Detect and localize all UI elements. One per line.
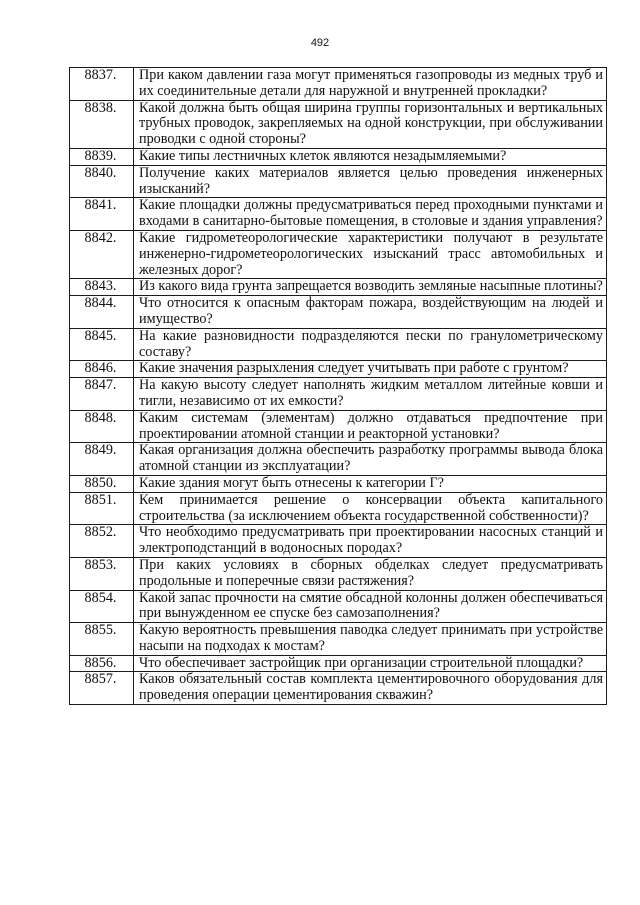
question-text: При каком давлении газа могут применяться газопроводы из медных труб и их соединительные детали для наружной и внутренней прокладки? [134, 68, 607, 101]
question-row [70, 557, 607, 590]
question-row [70, 492, 607, 525]
question-number: 8855. [70, 623, 134, 656]
question-row [70, 148, 607, 165]
question-row [70, 361, 607, 378]
question-number: 8838. [70, 100, 134, 148]
question-text: Какой должна быть общая ширина группы горизонтальных и вертикальных трубных проводок, закрепляемых на одной конструкции, при обслуживании проводки с одной стороны? [134, 100, 607, 148]
question-row [70, 590, 607, 623]
question-number: 8841. [70, 198, 134, 231]
questions-table-body [70, 68, 607, 705]
question-text: Что необходимо предусматривать при проектировании насосных станций и электроподстанций в водоносных породах? [134, 525, 607, 558]
question-text: Что относится к опасным факторам пожара, воздействующим на людей и имущество? [134, 296, 607, 329]
question-number: 8852. [70, 525, 134, 558]
question-row [70, 410, 607, 443]
question-number: 8837. [70, 68, 134, 101]
question-text: При каких условиях в сборных обделках следует предусматривать продольные и поперечные связи растяжения? [134, 557, 607, 590]
question-row [70, 68, 607, 101]
questions-table [69, 67, 607, 705]
question-text: Какую вероятность превышения паводка следует принимать при устройстве насыпи на подходах к мостам? [134, 623, 607, 656]
question-row [70, 230, 607, 278]
question-text: Какой запас прочности на смятие обсадной колонны должен обеспечиваться при вынужденном ее спуске без самозаполнения? [134, 590, 607, 623]
question-row [70, 279, 607, 296]
question-text: Какие здания могут быть отнесены к категории Г? [134, 475, 607, 492]
question-number: 8847. [70, 378, 134, 411]
question-number: 8857. [70, 672, 134, 705]
question-row [70, 296, 607, 329]
question-text: Какие гидрометеорологические характеристики получают в результате инженерно-гидрометеорологических изысканий трасс автомобильных и железных дорог? [134, 230, 607, 278]
question-text: На какую высоту следует наполнять жидким металлом литейные ковши и тигли, независимо от их емкости? [134, 378, 607, 411]
question-row [70, 672, 607, 705]
question-text: Какая организация должна обеспечить разработку программы вывода блока атомной станции из эксплуатации? [134, 443, 607, 476]
question-row [70, 655, 607, 672]
question-row [70, 378, 607, 411]
question-row [70, 623, 607, 656]
question-text: Какие значения разрыхления следует учитывать при работе с грунтом? [134, 361, 607, 378]
question-number: 8840. [70, 165, 134, 198]
question-text: Какие типы лестничных клеток являются незадымляемыми? [134, 148, 607, 165]
question-number: 8850. [70, 475, 134, 492]
question-text: Кем принимается решение о консервации объекта капитального строительства (за исключением объекта государственной собственности)? [134, 492, 607, 525]
question-text: Каким системам (элементам) должно отдаваться предпочтение при проектировании атомной станции и реакторной установки? [134, 410, 607, 443]
question-row [70, 475, 607, 492]
question-text: Получение каких материалов является целью проведения инженерных изысканий? [134, 165, 607, 198]
question-text: Что обеспечивает застройщик при организации строительной площадки? [134, 655, 607, 672]
question-number: 8839. [70, 148, 134, 165]
question-number: 8843. [70, 279, 134, 296]
question-row [70, 198, 607, 231]
question-number: 8851. [70, 492, 134, 525]
question-text: Каков обязательный состав комплекта цементировочного оборудования для проведения операции цементирования скважин? [134, 672, 607, 705]
question-row [70, 165, 607, 198]
question-text: На какие разновидности подразделяются пески по гранулометрическому составу? [134, 328, 607, 361]
question-text: Из какого вида грунта запрещается возводить земляные насыпные плотины? [134, 279, 607, 296]
question-row [70, 525, 607, 558]
question-number: 8856. [70, 655, 134, 672]
question-number: 8848. [70, 410, 134, 443]
question-number: 8844. [70, 296, 134, 329]
question-row [70, 328, 607, 361]
page-number: 492 [310, 37, 330, 49]
question-number: 8842. [70, 230, 134, 278]
question-number: 8846. [70, 361, 134, 378]
question-row [70, 443, 607, 476]
question-number: 8845. [70, 328, 134, 361]
question-number: 8854. [70, 590, 134, 623]
question-number: 8849. [70, 443, 134, 476]
question-text: Какие площадки должны предусматриваться перед проходными пунктами и входами в санитарно-бытовые помещения, в столовые и здания управления? [134, 198, 607, 231]
question-row [70, 100, 607, 148]
question-number: 8853. [70, 557, 134, 590]
